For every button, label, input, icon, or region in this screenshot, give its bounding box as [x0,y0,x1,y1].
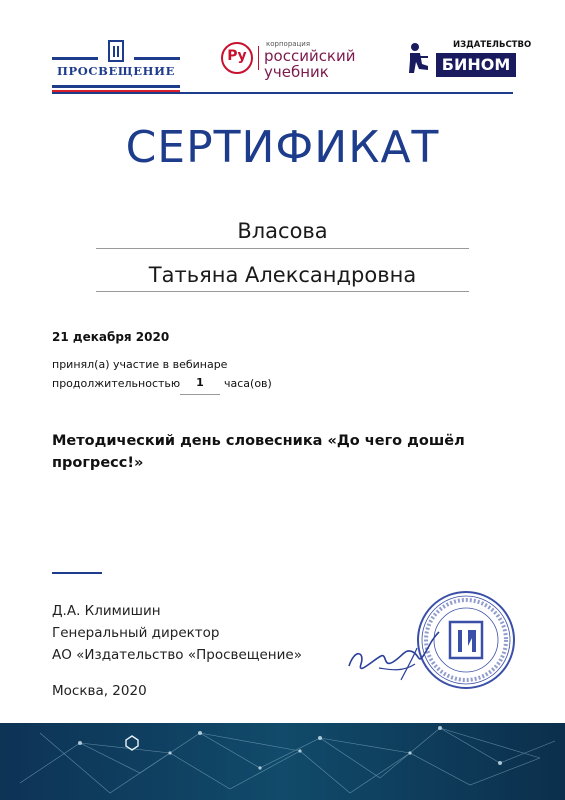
prosveshchenie-logo-text: ПРОСВЕЩЕНИЕ [57,64,175,78]
signatory-name: Д.А. Климишин [52,603,161,619]
duration-value: 1 [196,376,204,389]
ru-logo-separator [258,46,259,70]
ru-badge-text: Ру [227,48,247,64]
given-names-underline [96,291,469,292]
footer-network-band [0,723,565,800]
place-and-year: Москва, 2020 [52,683,147,699]
russian-textbook-logo [218,38,378,81]
surname-underline [96,248,469,249]
certificate-title: СЕРТИФИКАТ [125,122,440,173]
prosveshchenie-logo [52,40,180,94]
participation-text: принял(а) участие в вебинаре [52,358,228,371]
ru-logo-line2: учебник [264,63,329,81]
certificate-date: 21 декабря 2020 [52,330,170,344]
reader-figure-icon [406,42,432,76]
signatory-accent-bar [52,572,102,574]
duration-unit: часа(ов) [224,377,272,390]
header-divider [52,92,513,94]
recipient-given-names: Татьяна Александровна [148,263,417,287]
recipient-surname: Власова [237,219,328,243]
ru-logo-line1: российский [264,47,356,65]
event-title: Методический день словесника «До чего дошёл прогресс!» [52,433,465,471]
ru-logo-small-text: корпорация [266,40,311,48]
signatory-position: Генеральный директор [52,625,220,641]
signatory-organization: АО «Издательство «Просвещение» [52,647,302,663]
prosveshchenie-emblem-icon [108,40,124,62]
logo-bar-left [52,57,98,60]
logo-bar-right [134,57,180,60]
handwritten-signature [343,618,443,688]
logo-bar-bottom [52,85,180,88]
binom-logo-word: БИНОМ [441,55,511,74]
duration-underline [180,394,220,395]
duration-label: продолжительностью [52,377,181,390]
binom-logo-small: ИЗДАТЕЛЬСТВО [453,40,532,50]
binom-logo [406,40,532,82]
